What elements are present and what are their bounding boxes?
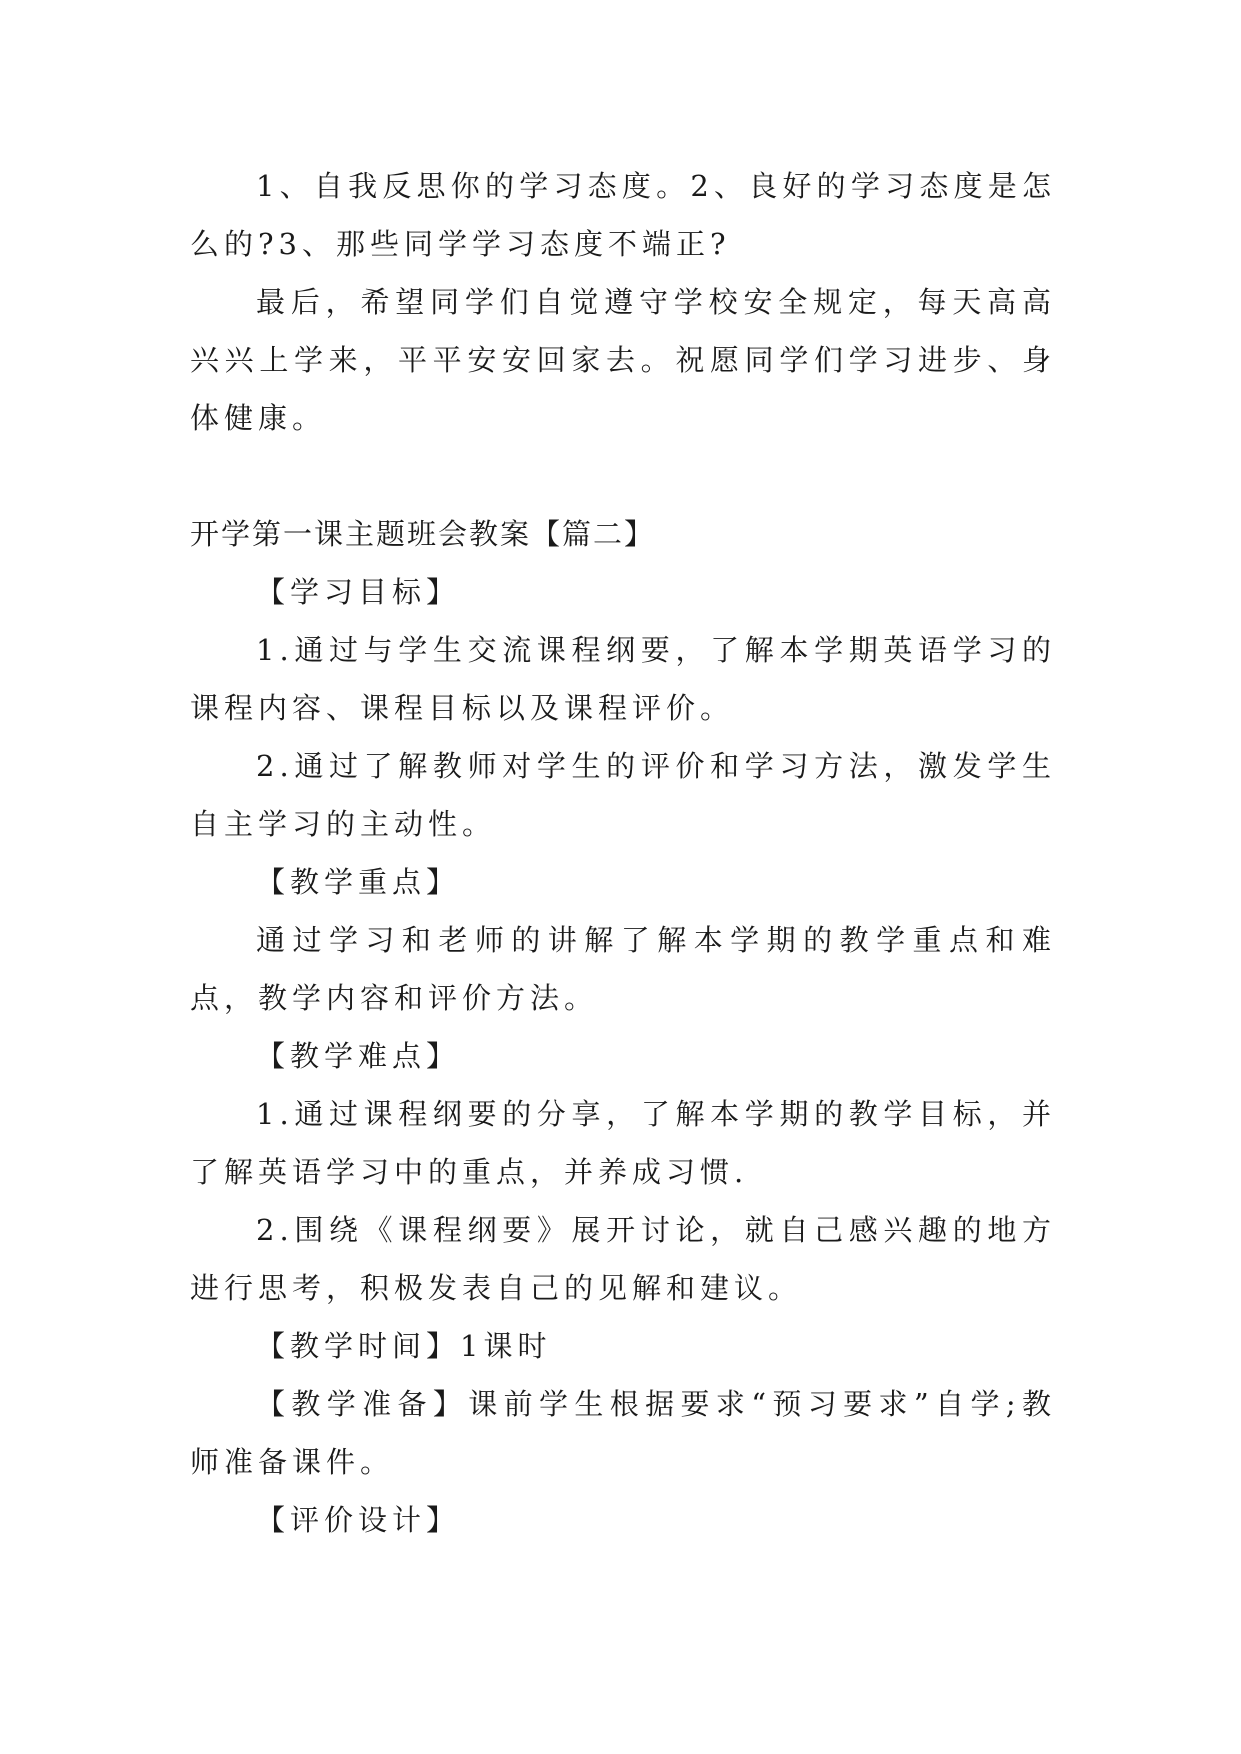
paragraph-reflection-questions: 1、自我反思你的学习态度。2、良好的学习态度是怎么的?3、那些同学学习态度不端正? bbox=[190, 169, 1056, 261]
heading-teaching-difficulty: 【教学难点】 bbox=[256, 1039, 461, 1073]
difficulty-item-1: 1.通过课程纲要的分享，了解本学期的教学目标，并了解英语学习中的重点，并养成习惯. bbox=[190, 1097, 1056, 1189]
teaching-preparation: 【教学准备】课前学生根据要求“预习要求”自学;教师准备课件。 bbox=[190, 1387, 1056, 1479]
goal-item-1: 1.通过与学生交流课程纲要，了解本学期英语学习的课程内容、课程目标以及课程评价。 bbox=[190, 633, 1056, 725]
paragraph-closing-wishes: 最后，希望同学们自觉遵守学校安全规定，每天高高兴兴上学来，平平安安回家去。祝愿同学们学习进步、身体健康。 bbox=[190, 285, 1056, 435]
heading-evaluation-design: 【评价设计】 bbox=[256, 1503, 461, 1537]
difficulty-item-2: 2.围绕《课程纲要》展开讨论，就自己感兴趣的地方进行思考，积极发表自己的见解和建议。 bbox=[190, 1213, 1056, 1305]
teaching-focus-text: 通过学习和老师的讲解了解本学期的教学重点和难点，教学内容和评价方法。 bbox=[190, 923, 1056, 1015]
heading-learning-goals: 【学习目标】 bbox=[256, 575, 461, 609]
goal-item-2: 2.通过了解教师对学生的评价和学习方法，激发学生自主学习的主动性。 bbox=[190, 749, 1056, 841]
document-body bbox=[190, 157, 1056, 1549]
heading-teaching-focus: 【教学重点】 bbox=[256, 865, 461, 899]
teaching-time: 【教学时间】1课时 bbox=[256, 1329, 552, 1363]
section-title: 开学第一课主题班会教案【篇二】 bbox=[190, 517, 656, 551]
